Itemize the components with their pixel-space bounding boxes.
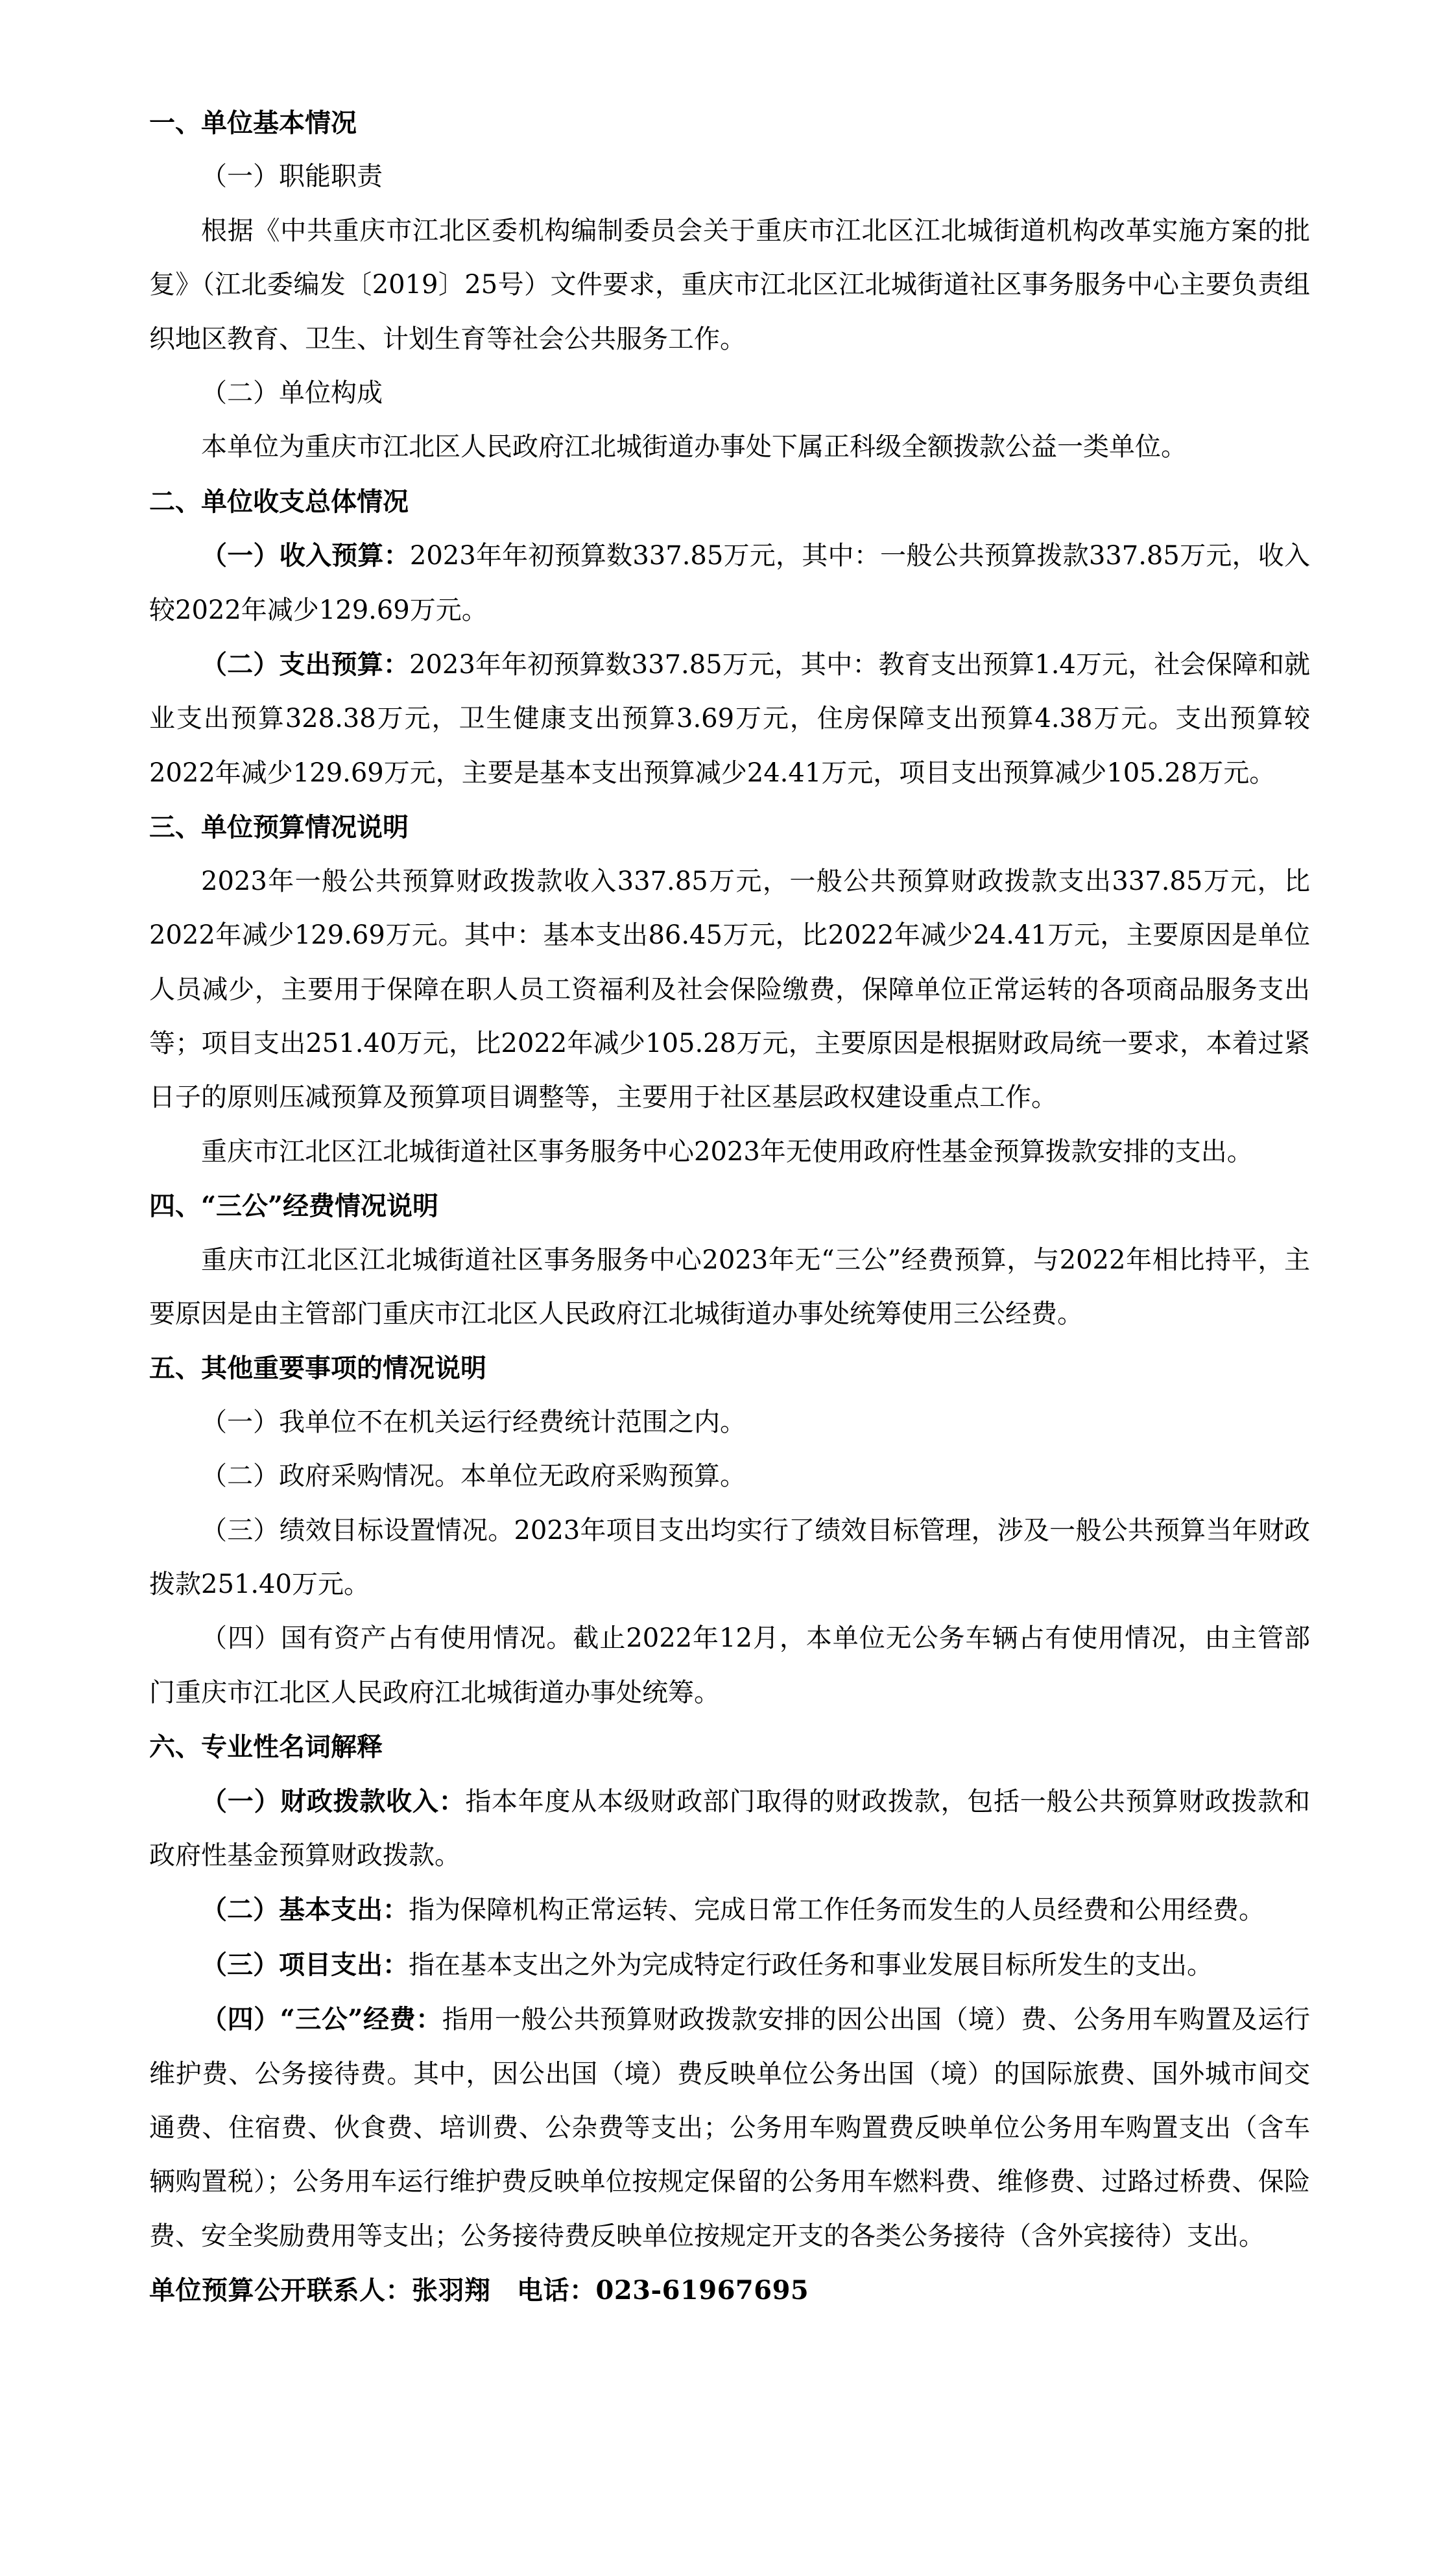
item-state-assets: （四）国有资产占有使用情况。截止2022年12月，本单位无公务车辆占有使用情况，由主管部门重庆市江北区人民政府江北城街道办事处统筹。 <box>149 1623 1310 1708</box>
section-heading-revenue-expense: 二、单位收支总体情况 <box>149 486 409 517</box>
text-project-expense: 指在基本支出之外为完成特定行政任务和事业发展目标所发生的支出。 <box>409 1950 1213 1980</box>
item-procurement: （二）政府采购情况。本单位无政府采购预算。 <box>201 1461 746 1492</box>
paragraph-income-budget <box>149 529 1310 638</box>
text-income-budget: 2023年年初预算数337.85万元，其中：一般公共预算拨款337.85万元，收入较2022年减少129.69万元。 <box>149 541 1311 625</box>
label-basic-expense: （二）基本支出： <box>201 1894 409 1926</box>
glossary-three-public <box>149 1992 1310 2263</box>
text-basic-expense: 指为保障机构正常运转、完成日常工作任务而发生的人员经费和公用经费。 <box>409 1895 1265 1926</box>
subheading-composition: （二）单位构成 <box>201 378 383 409</box>
text-fiscal-income: 指本年度从本级财政部门取得的财政拨款，包括一般公共预算财政拨款和政府性基金预算财政拨款。 <box>149 1786 1311 1870</box>
section-heading-glossary: 六、专业性名词解释 <box>149 1732 383 1763</box>
paragraph-composition: 本单位为重庆市江北区人民政府江北城街道办事处下属正科级全额拨款公益一类单位。 <box>201 432 1187 462</box>
section-heading-three-public: 四、“三公”经费情况说明 <box>149 1191 439 1222</box>
paragraph-government-fund: 重庆市江北区江北城街道社区事务服务中心2023年无使用政府性基金预算拨款安排的支出。 <box>201 1136 1253 1167</box>
label-income-budget: （一）收入预算： <box>201 540 410 571</box>
subheading-functions: （一）职能职责 <box>201 161 383 192</box>
label-project-expense: （三）项目支出： <box>201 1949 409 1980</box>
document-body <box>149 96 1310 2318</box>
text-three-public: 指用一般公共预算财政拨款安排的因公出国（境）费、公务用车购置及运行维护费、公务接待费。其中，因公出国（境）费反映单位公务出国（境）的国际旅费、国外城市间交通费、住宿费、伙食费、培训费、公杂费等支出；公务用车购置费反映单位公务用车购置支出（含车辆购置税）；公务用车运行维护费反映单位按规定保留的公务用车燃料费、维修费、过路过桥费、保险费、安全奖励费用等支出；公务接待费反映单位按规定开支的各类公务接待（含外宾接待）支出。 <box>149 2005 1311 2251</box>
paragraph-expense-budget <box>149 638 1310 800</box>
label-fiscal-income: （一）财政拨款收入： <box>201 1785 466 1817</box>
glossary-basic-expense <box>149 1883 1310 1937</box>
paragraph-budget-details: 2023年一般公共预算财政拨款收入337.85万元，一般公共预算财政拨款支出337.85万元，比2022年减少129.69万元。其中：基本支出86.45万元，比2022年减少24.41万元，主要原因是单位人员减少，主要用于保障在职人员工资福利及社会保险缴费，保障单位正常运转的各项商品服务支出等；项目支出251.40万元，比2022年减少105.28万元，主要原因是根据财政局统一要求，本着过紧日子的原则压减预算及预算项目调整等，主要用于社区基层政权建设重点工作。 <box>149 866 1310 1113</box>
paragraph-functions: 根据《中共重庆市江北区委机构编制委员会关于重庆市江北区江北城街道机构改革实施方案的批复》（江北委编发〔2019〕25号）文件要求，重庆市江北区江北城街道社区事务服务中心主要负责组织地区教育、卫生、计划生育等社会公共服务工作。 <box>149 215 1310 354</box>
contact-line: 单位预算公开联系人：张羽翔 电话：023-61967695 <box>149 2275 809 2306</box>
label-expense-budget: （二）支出预算： <box>201 649 409 680</box>
label-three-public: （四）“三公”经费： <box>201 2004 442 2035</box>
glossary-fiscal-income <box>149 1774 1310 1883</box>
paragraph-three-public: 重庆市江北区江北城街道社区事务服务中心2023年无“三公”经费预算，与2022年相比持平，主要原因是由主管部门重庆市江北区人民政府江北城街道办事处统筹使用三公经费。 <box>149 1245 1310 1329</box>
section-heading-budget-explanation: 三、单位预算情况说明 <box>149 812 409 843</box>
section-heading-other-matters: 五、其他重要事项的情况说明 <box>149 1353 486 1384</box>
section-heading-basic-info: 一、单位基本情况 <box>149 108 357 138</box>
glossary-project-expense <box>149 1938 1310 1992</box>
text-expense-budget: 2023年年初预算数337.85万元，其中：教育支出预算1.4万元，社会保障和就业支出预算328.38万元，卫生健康支出预算3.69万元，住房保障支出预算4.38万元。支出预算较2022年减少129.69万元，主要是基本支出预算减少24.41万元，项目支出预算减少105.28万元。 <box>149 650 1310 788</box>
item-operating-funds: （一）我单位不在机关运行经费统计范围之内。 <box>201 1407 746 1437</box>
item-performance-goals: （三）绩效目标设置情况。2023年项目支出均实行了绩效目标管理，涉及一般公共预算当年财政拨款251.40万元。 <box>149 1515 1310 1599</box>
